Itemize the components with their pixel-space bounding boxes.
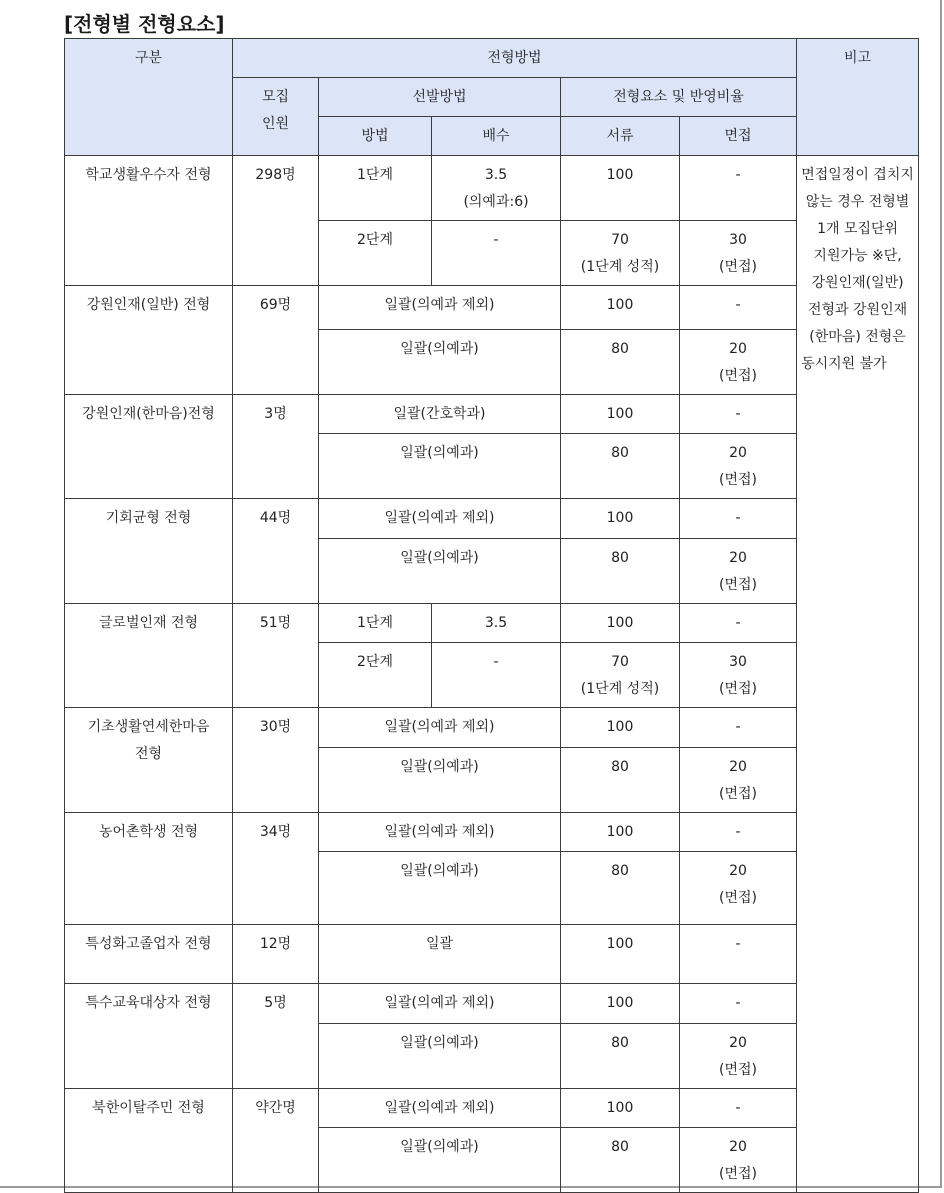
cell-interview-line1: 20 — [729, 759, 747, 775]
cell-count: 30명 — [233, 708, 319, 813]
cell-method: 일괄(의예과 제외) — [319, 813, 561, 852]
cell-documents: 100 — [561, 156, 680, 221]
cell-documents: 100 — [561, 925, 680, 984]
cell-documents — [561, 221, 680, 286]
cell-interview-line2: (면접) — [719, 368, 758, 384]
header-selection: 선발방법 — [319, 78, 561, 117]
cell-documents: 100 — [561, 813, 680, 852]
cell-method: 일괄(의예과) — [319, 330, 561, 395]
cell-track-name: 북한이탈주민 전형 — [65, 1089, 233, 1193]
cell-method: 일괄(의예과) — [319, 1128, 561, 1193]
cell-note: 면접일정이 겹치지 않는 경우 전형별 1개 모집단위 지원가능 ※단, 강원인재(일반) 전형과 강원인재(한마음) 전형은 동시지원 불가 — [797, 156, 919, 1193]
header-recruit — [233, 78, 319, 156]
header-method-group: 전형방법 — [233, 39, 797, 78]
cell-interview: - — [680, 984, 797, 1024]
cell-documents: 80 — [561, 852, 680, 925]
cell-track-name-line1: 기초생활연세한마음 — [87, 719, 210, 735]
cell-documents — [561, 643, 680, 708]
cell-track-name: 글로벌인재 전형 — [65, 604, 233, 708]
cell-documents-line1: 70 — [611, 654, 629, 670]
cell-method: 일괄(의예과) — [319, 748, 561, 813]
cell-count: 34명 — [233, 813, 319, 925]
cell-interview-line2: (면접) — [719, 1166, 758, 1182]
cell-method: 일괄(의예과 제외) — [319, 499, 561, 539]
cell-documents-line1: 70 — [611, 232, 629, 248]
cell-method: 일괄(의예과) — [319, 1024, 561, 1089]
header-row-1 — [65, 39, 919, 78]
cell-interview-line2: (면접) — [719, 786, 758, 802]
header-elements: 전형요소 및 반영비율 — [561, 78, 797, 117]
cell-count: 5명 — [233, 984, 319, 1089]
cell-documents: 100 — [561, 1089, 680, 1128]
cell-method: 2단계 — [319, 643, 432, 708]
cell-interview — [680, 539, 797, 604]
cell-documents: 80 — [561, 1024, 680, 1089]
table-row — [65, 925, 919, 984]
cell-interview-line1: 20 — [729, 445, 747, 461]
cell-multiple-line2: (의예과:6) — [463, 194, 529, 210]
cell-count: 12명 — [233, 925, 319, 984]
cell-documents: 100 — [561, 395, 680, 434]
page-title: [전형별 전형요소] — [64, 12, 225, 36]
cell-multiple: - — [432, 221, 561, 286]
header-interview: 면접 — [680, 117, 797, 156]
cell-track-name: 기회균형 전형 — [65, 499, 233, 604]
cell-method: 1단계 — [319, 604, 432, 643]
cell-interview-line1: 30 — [729, 232, 747, 248]
cell-method: 일괄(의예과 제외) — [319, 984, 561, 1024]
cell-interview: - — [680, 1089, 797, 1128]
cell-interview — [680, 221, 797, 286]
cell-interview: - — [680, 708, 797, 748]
cell-track-name — [65, 708, 233, 813]
header-recruit-line2: 인원 — [261, 116, 290, 132]
cell-method: 일괄(의예과) — [319, 852, 561, 925]
header-note: 비고 — [797, 39, 919, 156]
cell-track-name: 특수교육대상자 전형 — [65, 984, 233, 1089]
table-row — [65, 156, 919, 221]
cell-interview: - — [680, 604, 797, 643]
cell-multiple: 3.5 — [432, 604, 561, 643]
cell-interview-line1: 20 — [729, 863, 747, 879]
cell-interview — [680, 1128, 797, 1193]
cell-method: 1단계 — [319, 156, 432, 221]
header-recruit-line1: 모집 — [261, 89, 290, 105]
cell-track-name: 특성화고졸업자 전형 — [65, 925, 233, 984]
cell-interview — [680, 852, 797, 925]
cell-documents-line2: (1단계 성적) — [580, 259, 660, 275]
cell-interview: - — [680, 156, 797, 221]
cell-count: 298명 — [233, 156, 319, 286]
cell-interview-line2: (면접) — [719, 890, 758, 906]
cell-method: 일괄(의예과 제외) — [319, 1089, 561, 1128]
cell-interview-line2: (면접) — [719, 472, 758, 488]
cell-track-name: 강원인재(한마음)전형 — [65, 395, 233, 499]
cell-interview-line1: 20 — [729, 550, 747, 566]
cell-interview-line2: (면접) — [719, 1062, 758, 1078]
cell-count: 44명 — [233, 499, 319, 604]
cell-interview-line1: 30 — [729, 654, 747, 670]
table-row — [65, 286, 919, 330]
cell-track-name: 농어촌학생 전형 — [65, 813, 233, 925]
cell-method: 일괄(간호학과) — [319, 395, 561, 434]
cell-method: 일괄(의예과 제외) — [319, 708, 561, 748]
cell-method: 2단계 — [319, 221, 432, 286]
header-documents: 서류 — [561, 117, 680, 156]
table-row — [65, 1089, 919, 1128]
cell-method: 일괄(의예과) — [319, 539, 561, 604]
cell-multiple-line1: 3.5 — [484, 167, 508, 183]
cell-interview-line2: (면접) — [719, 259, 758, 275]
cell-interview-line2: (면접) — [719, 577, 758, 593]
header-category: 구분 — [65, 39, 233, 156]
cell-interview-line1: 20 — [729, 341, 747, 357]
table-row — [65, 604, 919, 643]
cell-multiple — [432, 156, 561, 221]
cell-method: 일괄 — [319, 925, 561, 984]
cell-documents: 100 — [561, 286, 680, 330]
admission-elements-table — [64, 38, 919, 1193]
cell-track-name: 학교생활우수자 전형 — [65, 156, 233, 286]
cell-interview — [680, 748, 797, 813]
cell-documents: 100 — [561, 708, 680, 748]
cell-interview: - — [680, 395, 797, 434]
cell-count: 약간명 — [233, 1089, 319, 1193]
cell-interview: - — [680, 499, 797, 539]
cell-interview-line2: (면접) — [719, 681, 758, 697]
cell-track-name-line2: 전형 — [134, 746, 163, 762]
cell-documents: 100 — [561, 604, 680, 643]
cell-documents: 80 — [561, 1128, 680, 1193]
cell-count: 51명 — [233, 604, 319, 708]
cell-interview: - — [680, 813, 797, 852]
cell-documents: 80 — [561, 748, 680, 813]
table-row — [65, 395, 919, 434]
header-method: 방법 — [319, 117, 432, 156]
cell-method: 일괄(의예과) — [319, 434, 561, 499]
cell-documents: 80 — [561, 539, 680, 604]
cell-documents: 80 — [561, 434, 680, 499]
cell-interview: - — [680, 286, 797, 330]
table-row — [65, 813, 919, 852]
cell-interview: - — [680, 925, 797, 984]
cell-multiple: - — [432, 643, 561, 708]
cell-documents: 100 — [561, 499, 680, 539]
table-row — [65, 984, 919, 1024]
cell-documents: 100 — [561, 984, 680, 1024]
cell-method: 일괄(의예과 제외) — [319, 286, 561, 330]
cell-interview — [680, 643, 797, 708]
cell-track-name: 강원인재(일반) 전형 — [65, 286, 233, 395]
header-multiple: 배수 — [432, 117, 561, 156]
cell-interview — [680, 1024, 797, 1089]
cell-interview-line1: 20 — [729, 1035, 747, 1051]
cell-count: 3명 — [233, 395, 319, 499]
cell-interview — [680, 434, 797, 499]
cell-documents: 80 — [561, 330, 680, 395]
cell-count: 69명 — [233, 286, 319, 395]
cell-documents-line2: (1단계 성적) — [580, 681, 660, 697]
cell-interview-line1: 20 — [729, 1139, 747, 1155]
cell-interview — [680, 330, 797, 395]
table-row — [65, 499, 919, 539]
table-row — [65, 708, 919, 748]
